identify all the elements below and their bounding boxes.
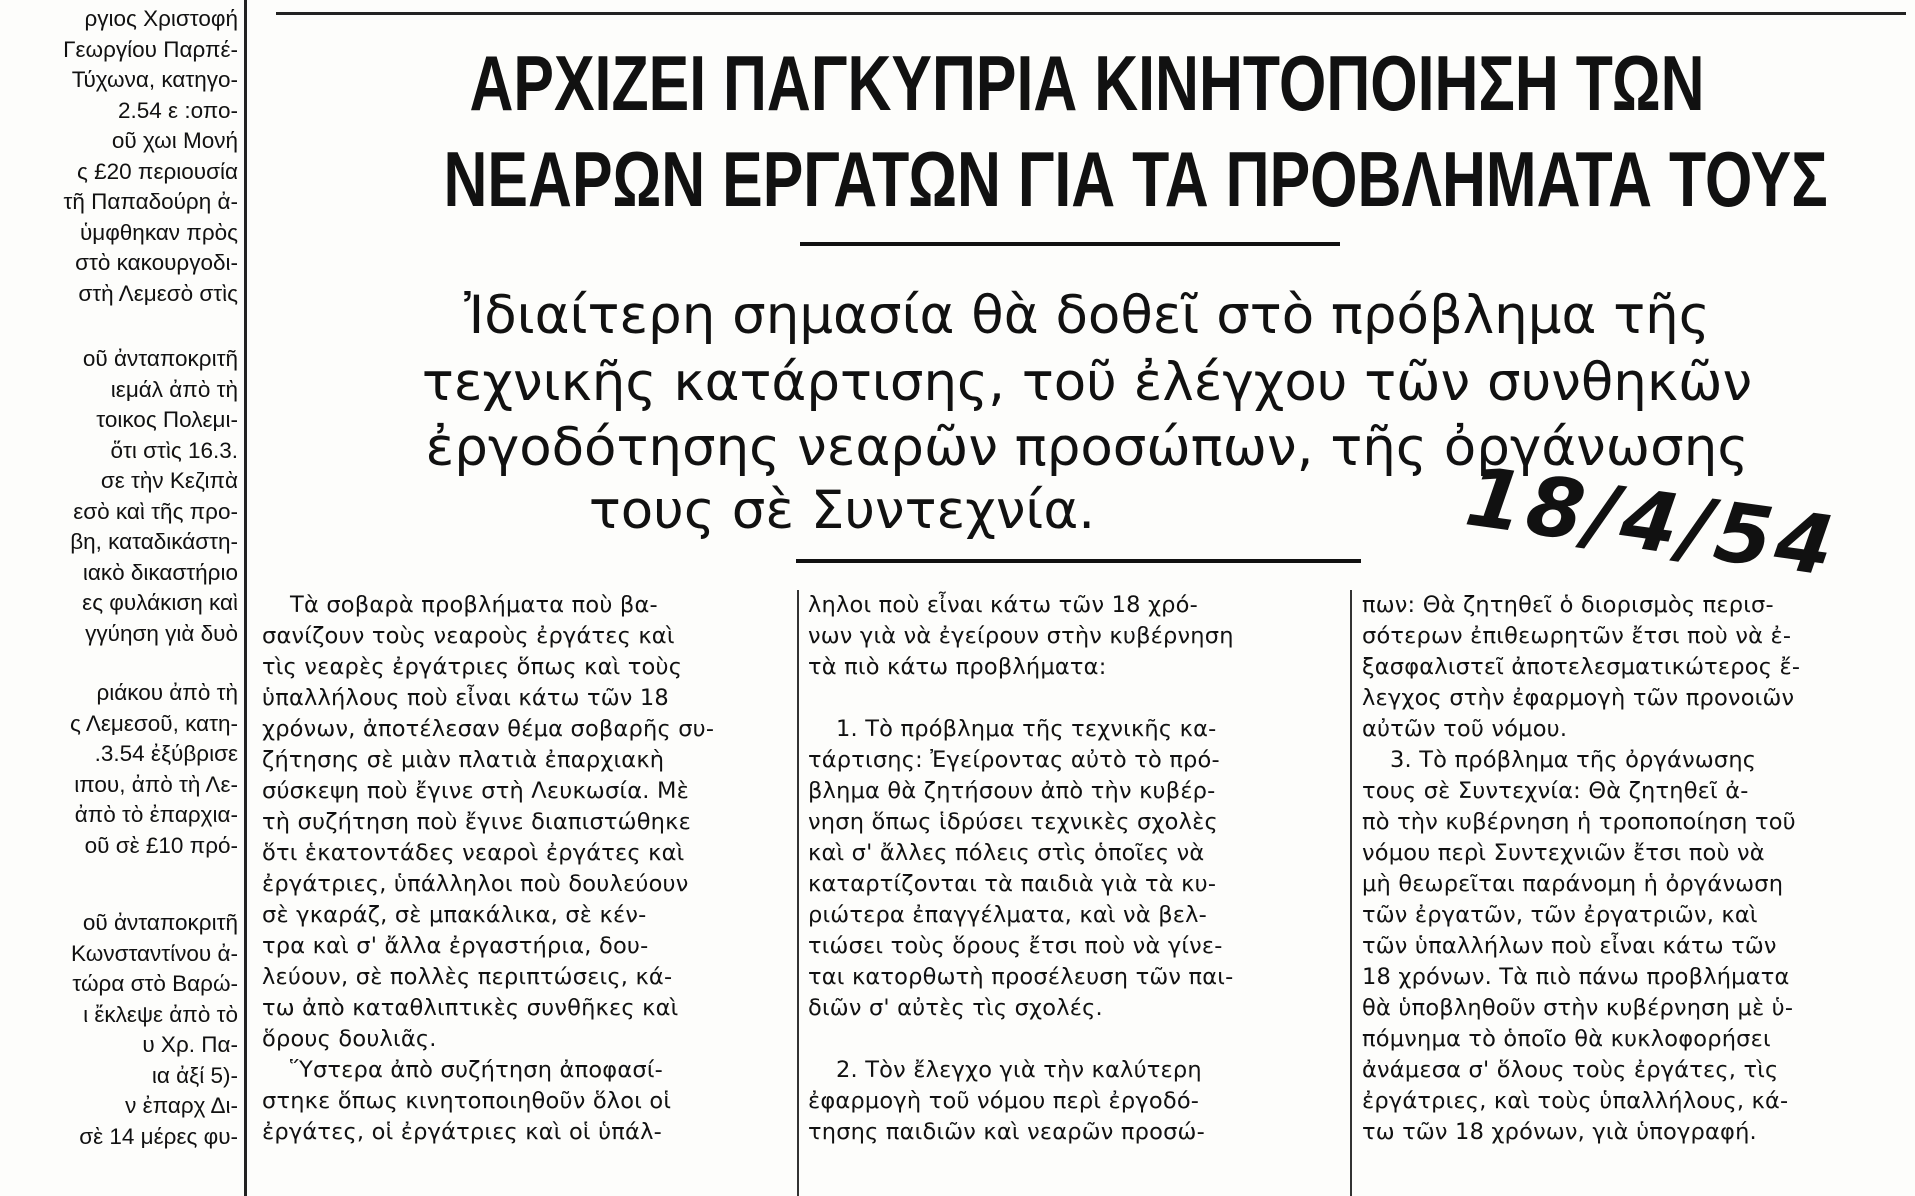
article-line: ἐργάτριες, καὶ τοὺς ὑπαλλήλους, κά-: [1362, 1088, 1789, 1114]
left-column-line: ργιος Χριστοφή: [84, 6, 238, 31]
left-paragraph-1: [0, 4, 238, 309]
left-column-line: ς £20 περιουσία: [77, 158, 238, 184]
article-line: πόμνημα τὸ ὁποῖο θὰ κυκλοφορήσει: [1362, 1026, 1771, 1052]
article-line: 18 χρόνων. Τὰ πιὸ πάνω προβλήματα: [1362, 964, 1790, 990]
article-line: ἐργάτες, οἱ ἐργάτριες καὶ οἱ ὑπάλ-: [262, 1119, 662, 1145]
left-column-line: σε τὴν Κεζιπὰ: [100, 468, 238, 493]
left-column-line: Τύχωνα, κατηγο-: [71, 67, 238, 92]
article-line: καὶ σ' ἄλλες πόλεις στὶς ὁποῖες νὰ: [808, 840, 1205, 866]
article-line: τιώσει τοὺς ὅρους ἔτσι ποὺ νὰ γίνε-: [808, 933, 1223, 959]
left-column-line: ν ἐπαρχ Δι-: [125, 1093, 238, 1118]
left-column-line: τοικος Πολεμι-: [96, 407, 238, 432]
left-paragraph-4: [0, 908, 238, 1152]
article-line: τῶν ἐργατῶν, τῶν ἐργατριῶν, καὶ: [1362, 902, 1758, 928]
article-line: τω ἀπὸ καταθλιπτικὲς συνθῆκες καὶ: [262, 995, 679, 1021]
left-column-line: ς Λεμεσοῦ, κατη-: [70, 710, 238, 736]
left-paragraph-2: [0, 344, 238, 649]
left-column-line: .3.54 ἐξύβρισε: [94, 741, 238, 766]
left-column-line: ι ἔκλεψε ἀπὸ τὸ: [83, 1001, 238, 1027]
left-column-line: ες φυλάκιση καὶ: [82, 590, 238, 615]
left-column-line: εσὸ καὶ τῆς προ-: [73, 498, 238, 524]
article-column-1: [262, 590, 782, 1180]
article-line: τάρτισης: Ἐγείροντας αὐτὸ τὸ πρό-: [808, 747, 1220, 773]
article-line: ληλοι ποὺ εἶναι κάτω τῶν 18 χρό-: [808, 592, 1198, 618]
article-line: τω τῶν 18 χρόνων, γιὰ ὑπογραφή.: [1362, 1119, 1757, 1145]
article-line: τὶς νεαρὲς ἐργάτριες ὅπως καὶ τοὺς: [262, 654, 683, 680]
article-line: ριώτερα ἐπαγγέλματα, καὶ νὰ βελ-: [808, 902, 1207, 928]
body-column-divider-1: [797, 590, 799, 1196]
left-column-line: ὅτι στὶς 16.3.: [110, 437, 238, 463]
left-column-line: ιακὸ δικαστήριο: [82, 559, 238, 585]
article-line: τὴ συζήτηση ποὺ ἔγινε διαπιστώθηκε: [262, 809, 691, 835]
subheadline-line-3: ἐργοδότησης νεαρῶν προσώπων, τῆς ὀργάνωσης: [425, 417, 1749, 478]
left-column-line: Γεωργίου Παρπέ-: [63, 36, 238, 62]
article-line: λεύουν, σὲ πολλὲς περιπτώσεις, κά-: [262, 964, 673, 990]
top-rule: [276, 12, 1906, 15]
left-column-line: οῦ χωι Μονή: [111, 128, 238, 153]
article-line: 1. Τὸ πρόβλημα τῆς τεχνικῆς κα-: [836, 716, 1217, 742]
body-column-divider-2: [1350, 590, 1352, 1196]
subheadline-line-1: Ἰδιαίτερη σημασία θὰ δοθεῖ στὸ πρόβλημα τῆς: [464, 285, 1710, 346]
handwritten-date: 18/4/54: [1460, 449, 1843, 596]
article-line: χρόνων, ἀποτέλεσαν θέμα σοβαρῆς συ-: [262, 716, 715, 742]
article-line: τησης παιδιῶν καὶ νεαρῶν προσώ-: [808, 1119, 1205, 1145]
article-line: 3. Τὸ πρόβλημα τῆς ὀργάνωσης: [1390, 747, 1757, 773]
left-column-line: Κωνσταντίνου ἀ-: [71, 940, 238, 966]
article-line: 2. Τὸν ἔλεγχο γιὰ τὴν καλύτερη: [836, 1057, 1202, 1083]
article-line: τρα καὶ σ' ἄλλα ἐργαστήρια, δου-: [262, 933, 649, 959]
article-line: Τὰ σοβαρὰ προβλήματα ποὺ βα-: [290, 592, 658, 618]
left-column-line: ἀπὸ τὸ ἐπαρχια-: [74, 802, 238, 827]
article-line: αὐτῶν τοῦ νόμου.: [1362, 716, 1568, 742]
article-line: βλημα θὰ ζητήσουν ἀπὸ τὴν κυβέρ-: [808, 778, 1216, 804]
left-column-line: ιπου, ἀπὸ τὴ Λε-: [74, 771, 238, 797]
article-line: ὑπαλλήλους ποὺ εἶναι κάτω τῶν 18: [262, 685, 669, 711]
subheadline-line-2: τεχνικῆς κατάρτισης, τοῦ ἐλέγχου τῶν συνθηκῶν: [421, 352, 1753, 413]
left-column-line: τώρα στὸ Βαρώ-: [72, 971, 238, 996]
paragraph-gap: [808, 683, 1338, 714]
article-line: ται κατορθωτὴ προσέλευση τῶν παι-: [808, 964, 1234, 990]
article-line: ἀνάμεσα σ' ὅλους τοὺς ἐργάτες, τὶς: [1362, 1057, 1779, 1083]
left-column-line: ὑμφθηκαν πρὸς: [79, 219, 238, 245]
paragraph-gap: [808, 1024, 1338, 1055]
article-line: πων: Θὰ ζητηθεῖ ὁ διορισμὸς περισ-: [1362, 592, 1774, 618]
left-column-line: βη, καταδικάστη-: [70, 529, 238, 554]
article-line: ζήτησης σὲ μιὰν πλατιὰ ἐπαρχιακὴ: [262, 747, 665, 773]
article-line: ὅρους δουλιᾶς.: [262, 1026, 437, 1052]
left-column-line: ια ἀξί 5)-: [151, 1062, 238, 1088]
article-line: σύσκεψη ποὺ ἔγινε στὴ Λευκωσία. Μὲ: [262, 778, 689, 804]
left-column-line: σὲ 14 μέρες φυ-: [79, 1123, 238, 1149]
subheadline-line-4: τους σὲ Συντεχνία.: [588, 480, 1096, 541]
article-line: σανίζουν τοὺς νεαροὺς ἐργάτες καὶ: [262, 623, 675, 649]
column-divider: [244, 0, 247, 1196]
left-column-line: υ Χρ. Πα-: [142, 1032, 238, 1057]
article-line: ὅτι ἑκατοντάδες νεαροὶ ἐργάτες καὶ: [262, 840, 685, 866]
left-partial-column: [0, 0, 238, 1196]
headline-line-2: ΝΕΑΡΩΝ ΕΡΓΑΤΩΝ ΓΙΑ ΤΑ ΠΡΟΒΛΗΜΑΤΑ ΤΟΥΣ: [443, 135, 1828, 223]
article-column-2: [808, 590, 1338, 1180]
left-column-line: ιεμάλ ἀπὸ τὴ: [110, 376, 238, 402]
article-line: ἐφαρμογὴ τοῦ νόμου περὶ ἐργοδό-: [808, 1088, 1200, 1114]
headline-rule: [800, 242, 1340, 246]
left-column-line: οῦ σὲ £10 πρό-: [84, 832, 238, 858]
left-column-line: οῦ ἀνταποκριτῆ: [82, 910, 238, 935]
left-column-line: 2.54 ε :οπο-: [118, 97, 238, 123]
article-line: νων γιὰ νὰ ἐγείρουν στὴν κυβέρνηση: [808, 623, 1234, 649]
article-line: τους σὲ Συντεχνία: Θὰ ζητηθεῖ ἀ-: [1362, 778, 1749, 804]
article-line: νόμου περὶ Συντεχνιῶν ἔτσι ποὺ νὰ: [1362, 840, 1765, 866]
article-line: μὴ θεωρεῖται παράνομη ἡ ὀργάνωση: [1362, 871, 1784, 897]
article-line: νηση ὅπως ἱδρύσει τεχνικὲς σχολὲς: [808, 809, 1218, 835]
article-line: ξασφαλιστεῖ ἀποτελεσματικώτερος ἔ-: [1362, 654, 1801, 680]
article-column-3: [1362, 590, 1907, 1180]
left-column-line: οῦ ἀνταποκριτῆ: [82, 346, 238, 371]
left-column-line: ριάκου ἀπὸ τὴ: [96, 680, 238, 705]
article-line: λεγχος στὴν ἐφαρμογὴ τῶν προνοιῶν: [1362, 685, 1795, 711]
left-column-line: στὸ κακουργοδι-: [75, 250, 238, 275]
left-column-line: στὴ Λεμεσὸ στὶς: [78, 280, 238, 306]
article-line: Ὕστερα ἀπὸ συζήτηση ἀποφασί-: [290, 1057, 663, 1083]
headline-line-1: ΑΡΧΙΖΕΙ ΠΑΓΚΥΠΡΙΑ ΚΙΝΗΤΟΠΟΙΗΣΗ ΤΩΝ: [469, 39, 1705, 127]
article-line: καταρτίζονται τὰ παιδιὰ γιὰ τὰ κυ-: [808, 871, 1217, 897]
article-line: στηκε ὅπως κινητοποιηθοῦν ὅλοι οἱ: [262, 1088, 672, 1114]
left-paragraph-3: [0, 678, 238, 861]
subheadline-rule: [796, 559, 1361, 563]
left-column-line: τῆ Παπαδούρη ἀ-: [63, 189, 238, 214]
article-line: πὸ τὴν κυβέρνηση ἡ τροποποίηση τοῦ: [1362, 809, 1796, 835]
article-line: διῶν σ' αὐτὲς τὶς σχολές.: [808, 995, 1103, 1021]
article-line: θὰ ὑποβληθοῦν στὴν κυβέρνηση μὲ ὑ-: [1362, 995, 1794, 1021]
article-line: τῶν ὑπαλλήλων ποὺ εἶναι κάτω τῶν: [1362, 933, 1777, 959]
article-line: ἐργάτριες, ὑπάλληλοι ποὺ δουλεύουν: [262, 871, 689, 897]
article-line: τὰ πιὸ κάτω προβλήματα:: [808, 654, 1107, 680]
left-column-line: γγύηση γιὰ δυὸ: [85, 620, 238, 646]
article-line: σότερων ἐπιθεωρητῶν ἔτσι ποὺ νὰ ἐ-: [1362, 623, 1792, 649]
article-line: σὲ γκαράζ, σὲ μπακάλικα, σὲ κέν-: [262, 902, 647, 928]
